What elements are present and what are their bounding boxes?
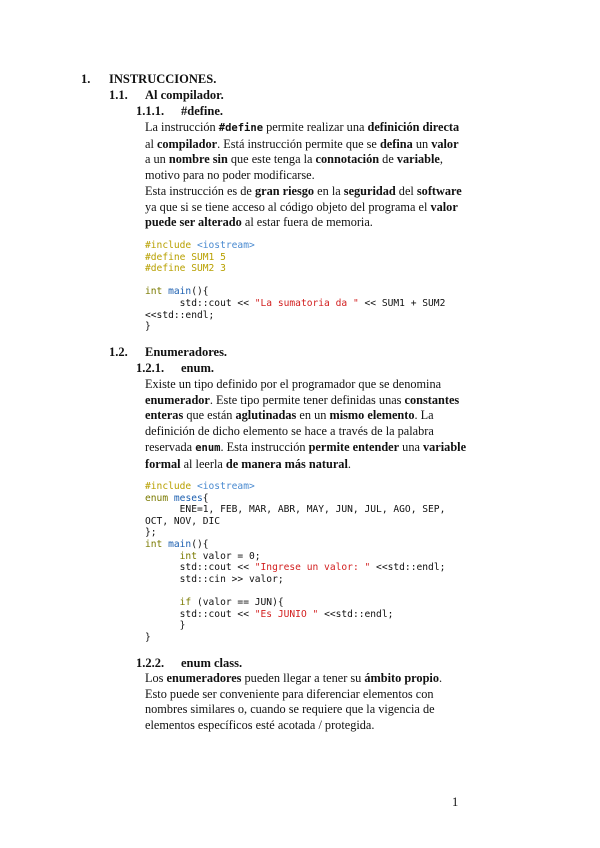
text-line: Esto puede ser conveniente para diferenciar elementos con <box>145 686 434 701</box>
heading-1-2-1 <box>136 361 214 376</box>
code-line: #define SUM1 5 <box>145 251 226 263</box>
code-line: std::cin >> valor; <box>145 573 284 585</box>
code-line: } <box>145 620 186 632</box>
code-line: ENE=1, FEB, MAR, ABR, MAY, JUN, JUL, AGO, SEP, <box>145 504 446 516</box>
code-line: }; <box>145 527 157 539</box>
bold-text: variable <box>423 439 467 454</box>
heading-1-2-2 <box>136 656 243 671</box>
heading-title: enum. <box>181 361 214 375</box>
heading-1 <box>81 72 217 87</box>
heading-title: Enumeradores. <box>145 345 228 359</box>
bold-text: enumeradores <box>166 671 242 685</box>
code-line: std::cout << "Ingrese un valor: " <<std::endl; <box>145 562 446 574</box>
bold-text: valor <box>430 199 458 214</box>
bold-text: ámbito propio <box>364 671 439 685</box>
heading-number: 1.2.2. <box>136 656 165 670</box>
bold-text: puede ser alterado <box>145 215 242 230</box>
heading-number: 1.1.1. <box>136 104 165 118</box>
code-line <box>145 585 445 597</box>
bold-text: software <box>416 183 462 198</box>
bold-text: enumerador <box>145 392 210 407</box>
heading-number: 1.1. <box>109 88 128 102</box>
text-line: enteras que están aglutinadas en un mismo elemento. La <box>145 408 434 423</box>
bold-text: formal <box>145 456 181 471</box>
heading-1-1-1 <box>136 104 224 119</box>
code-line: #define SUM2 3 <box>145 263 226 275</box>
heading-number: 1.2.1. <box>136 361 165 375</box>
code-line: } <box>145 631 151 643</box>
text-line: a un nombre sin que este tenga la connotación de variable, <box>145 152 443 167</box>
text-line: Esta instrucción es de gran riesgo en la seguridad del software <box>145 183 462 198</box>
text-line: motivo para no poder modificarse. <box>145 168 315 183</box>
bold-text: variable <box>396 152 440 167</box>
code-line: int main(){ <box>145 286 209 298</box>
code-line: int valor = 0; <box>179 550 261 562</box>
code-line <box>145 275 445 287</box>
heading-1-2 <box>109 345 228 360</box>
code-line: OCT, NOV, DIC <box>145 515 221 527</box>
bold-text: compilador <box>156 136 218 151</box>
text-line: puede ser alterado al estar fuera de memoria. <box>145 215 373 230</box>
text-line: nombres similares o, cuando se requiere que la vigencia de <box>145 702 435 717</box>
code-line: enum meses{ <box>145 492 209 504</box>
text-line: al compilador. Está instrucción permite que se defina un valor <box>145 136 459 151</box>
heading-title: Al compilador. <box>145 88 224 102</box>
bold-text: connotación <box>315 152 380 167</box>
text-line: reservada enum. Esta instrucción permite entender una variable <box>145 439 467 454</box>
text-line: enumerador. Este tipo permite tener definidas unas constantes <box>145 392 460 407</box>
heading-title: #define. <box>181 104 224 118</box>
code-line: if (valor == JUN){ <box>179 596 284 608</box>
code-line: int main(){ <box>145 538 209 550</box>
bold-text: defina <box>379 136 413 151</box>
text-line: Existe un tipo definido por el programador que se denomina <box>145 377 442 391</box>
bold-text: nombre sin <box>168 152 228 167</box>
code-line: <<std::endl; <box>145 309 215 321</box>
text-line: formal al leerla de manera más natural. <box>145 456 351 471</box>
bold-text: mismo elemento <box>329 408 415 423</box>
text-line: definición de dicho elemento se hace a través de la palabra <box>145 424 434 439</box>
inline-code: enum <box>195 441 221 454</box>
text-line: ya que si se tiene acceso al código objeto del programa el valor <box>145 199 458 214</box>
heading-number: 1.2. <box>109 345 128 359</box>
define-code-block <box>145 240 445 333</box>
code-line: #include <iostream> <box>145 481 255 492</box>
code-line: } <box>145 321 151 333</box>
code-line: std::cout << "La sumatoria da " << SUM1 + SUM2 <box>145 297 446 309</box>
heading-number: 1. <box>81 72 91 86</box>
code-line: std::cout << "Es JUNIO " <<std::endl; <box>145 608 394 620</box>
heading-1-1 <box>109 88 224 103</box>
bold-text: gran riesgo <box>254 183 315 198</box>
code-line: #include <iostream> <box>145 240 255 251</box>
inline-code: #define <box>218 122 264 134</box>
page-number: 1 <box>452 795 459 809</box>
bold-text: permite entender <box>308 439 400 454</box>
heading-title: INSTRUCCIONES. <box>109 72 217 86</box>
bold-text: definición directa <box>367 120 460 134</box>
bold-text: de manera más natural <box>225 456 348 471</box>
text-line: La instrucción #define permite realizar una definición directa <box>145 120 460 134</box>
enum-class-paragraph <box>145 671 465 734</box>
bold-text: aglutinadas <box>235 408 297 423</box>
bold-text: enteras <box>145 408 184 423</box>
bold-text: valor <box>431 136 459 151</box>
enum-paragraph <box>145 377 465 472</box>
bold-text: constantes <box>404 392 460 407</box>
text-line: Los enumeradores pueden llegar a tener su ámbito propio. <box>145 671 443 685</box>
define-paragraph <box>145 120 465 231</box>
text-line: elementos específicos esté acotada / protegida. <box>145 718 375 733</box>
enum-code-block <box>145 481 445 643</box>
bold-text: seguridad <box>343 183 396 198</box>
heading-title: enum class. <box>181 656 243 670</box>
